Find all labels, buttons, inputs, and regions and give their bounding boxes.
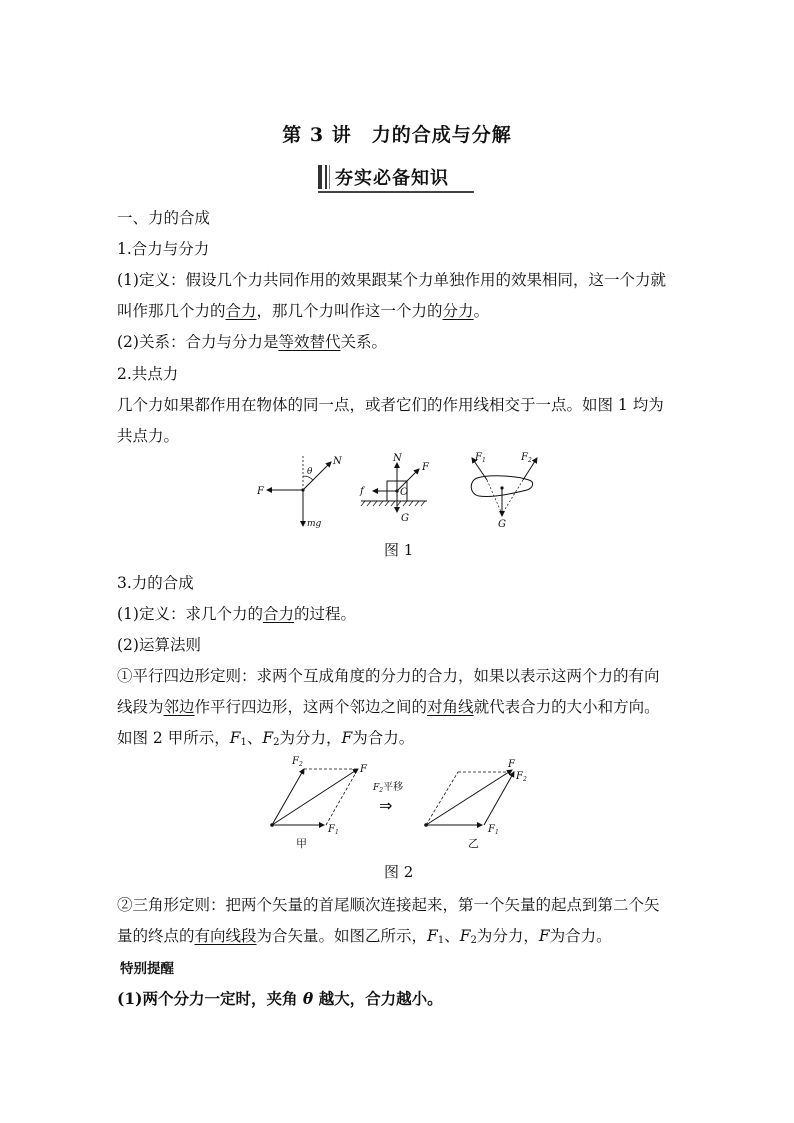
underlined-term: 合力 [225,302,257,320]
rule-line: ①平行四边形定则：求两个互成角度的分力的合力，如果以表示这两个力的有向 [117,667,660,685]
rule-line [117,726,414,748]
paragraph-line: 共点力。 [117,427,180,445]
point [395,489,398,492]
label-mg: mg [307,519,322,529]
origin-point [424,823,428,827]
label-F: F [257,486,264,497]
subsection-heading: 1.合力与分力 [117,240,210,258]
underlined-term: 对角线 [427,698,474,716]
label-F: F [508,759,515,770]
label-F: F [422,462,429,473]
label-F1: $F_1$ [328,824,339,836]
shift-label: $F_2$平移 [373,782,404,794]
text: 量的终点的 [117,927,195,945]
text: 为合力。 [352,729,415,747]
underlined-term: 邻边 [163,698,195,716]
symbol-F: F [538,927,550,945]
text: (2)关系：合力与分力是 [117,333,279,351]
section-heading: 一、力的合成 [117,209,211,227]
figure-2-diagram [262,752,540,852]
remark-line [117,987,443,1009]
symbol-F: F [262,729,274,747]
label-O: O [400,487,409,498]
vector-F2 [272,769,304,825]
shift-arrow: ⇒ [379,796,393,815]
dashed-side [326,769,358,825]
banner-bar [329,165,330,189]
banner-bar [318,165,322,189]
subsection-heading: 3.力的合成 [117,574,194,592]
label-F1: $F_1$ [488,824,499,836]
figure-2 [262,752,540,852]
text: 越大，合力越小。 [313,989,443,1008]
text: (1)定义：求几个力的 [117,605,263,623]
subscript: 2 [273,737,280,748]
rule-line [117,695,660,717]
label-F1: $F_1$ [475,452,486,464]
text: 关系。 [340,333,387,351]
symbol-theta: θ [302,989,314,1008]
figure-caption: 图 1 [384,541,414,559]
label-theta: θ [307,467,313,477]
dashed-line [502,480,523,514]
subscript: 1 [240,737,247,748]
point [500,486,503,489]
banner-bar [325,165,327,189]
subscript: 1 [437,935,445,946]
paragraph-line: 几个力如果都作用在物体的同一点，或者它们的作用线相交于一点。如图 1 均为 [117,396,664,414]
label-yi: 乙 [468,837,479,850]
label-F2: $F_2$ [516,771,527,783]
definition-line [117,299,489,321]
label-G: G [401,513,409,524]
text: 为分力， [279,729,342,747]
definition-line [117,602,356,624]
banner-label: 夯实必备知识 [335,168,449,189]
text: 为合矢量。如图乙所示， [256,927,428,945]
text: 、 [246,729,263,747]
figure-1-diagram [255,450,545,536]
underlined-term: 有向线段 [194,927,257,945]
figure-1 [255,450,545,536]
symbol-F: F [459,927,471,945]
text: ，那几个力叫作这一个力的 [256,302,443,320]
figure-caption: 图 2 [384,863,414,881]
remark-title: 特别提醒 [120,961,174,977]
symbol-F: F [341,729,353,747]
subscript: 2 [470,935,477,946]
text: 作平行四边形，这两个邻边之间的 [194,698,428,716]
text: 。 [473,302,490,320]
page-title: 第 3 讲 力的合成与分解 [282,124,512,146]
label-F2: $F_2$ [292,756,303,768]
rule-line: ②三角形定则：把两个矢量的首尾顺次连接起来，第一个矢量的起点到第二个矢 [117,896,660,914]
dashed-side [426,772,458,825]
subsection-heading: 2.共点力 [117,365,179,383]
text: 线段为 [117,698,164,716]
text: 为合力。 [549,927,612,945]
underlined-term: 分力 [442,302,474,320]
definition-line: (1)定义：假设几个力共同作用的效果跟某个力单独作用的效果相同，这一个力就 [117,271,666,289]
point [301,488,304,491]
rule-line [117,924,612,946]
label-F2: $F_2$ [521,452,532,464]
label-G: G [498,519,506,530]
text: 的过程。 [293,605,356,623]
label-f: f [360,486,364,497]
label-F: F [360,764,367,775]
label-N: N [333,456,342,467]
text: 为分力， [476,927,539,945]
label-jia: 甲 [296,837,307,850]
ground-hatching [361,501,425,506]
underlined-term: 合力 [262,605,294,623]
label-N: N [393,453,402,464]
symbol-F: F [229,729,241,747]
dashed-line [487,480,502,514]
vector-F [272,769,358,825]
text: (1)两个分力一定时，夹角 [117,989,303,1008]
rule-heading: (2)运算法则 [117,636,201,654]
section-banner [318,163,474,193]
symbol-F: F [427,927,438,945]
relation-line [117,330,387,352]
text: 如图 2 甲所示， [117,729,230,747]
origin-point [270,823,274,827]
vector-F2-shifted [484,772,514,825]
text: 、 [444,927,460,945]
underlined-term: 等效替代 [278,333,341,351]
text: 叫作那几个力的 [117,302,226,320]
text: 就代表合力的大小和方向。 [473,698,660,716]
